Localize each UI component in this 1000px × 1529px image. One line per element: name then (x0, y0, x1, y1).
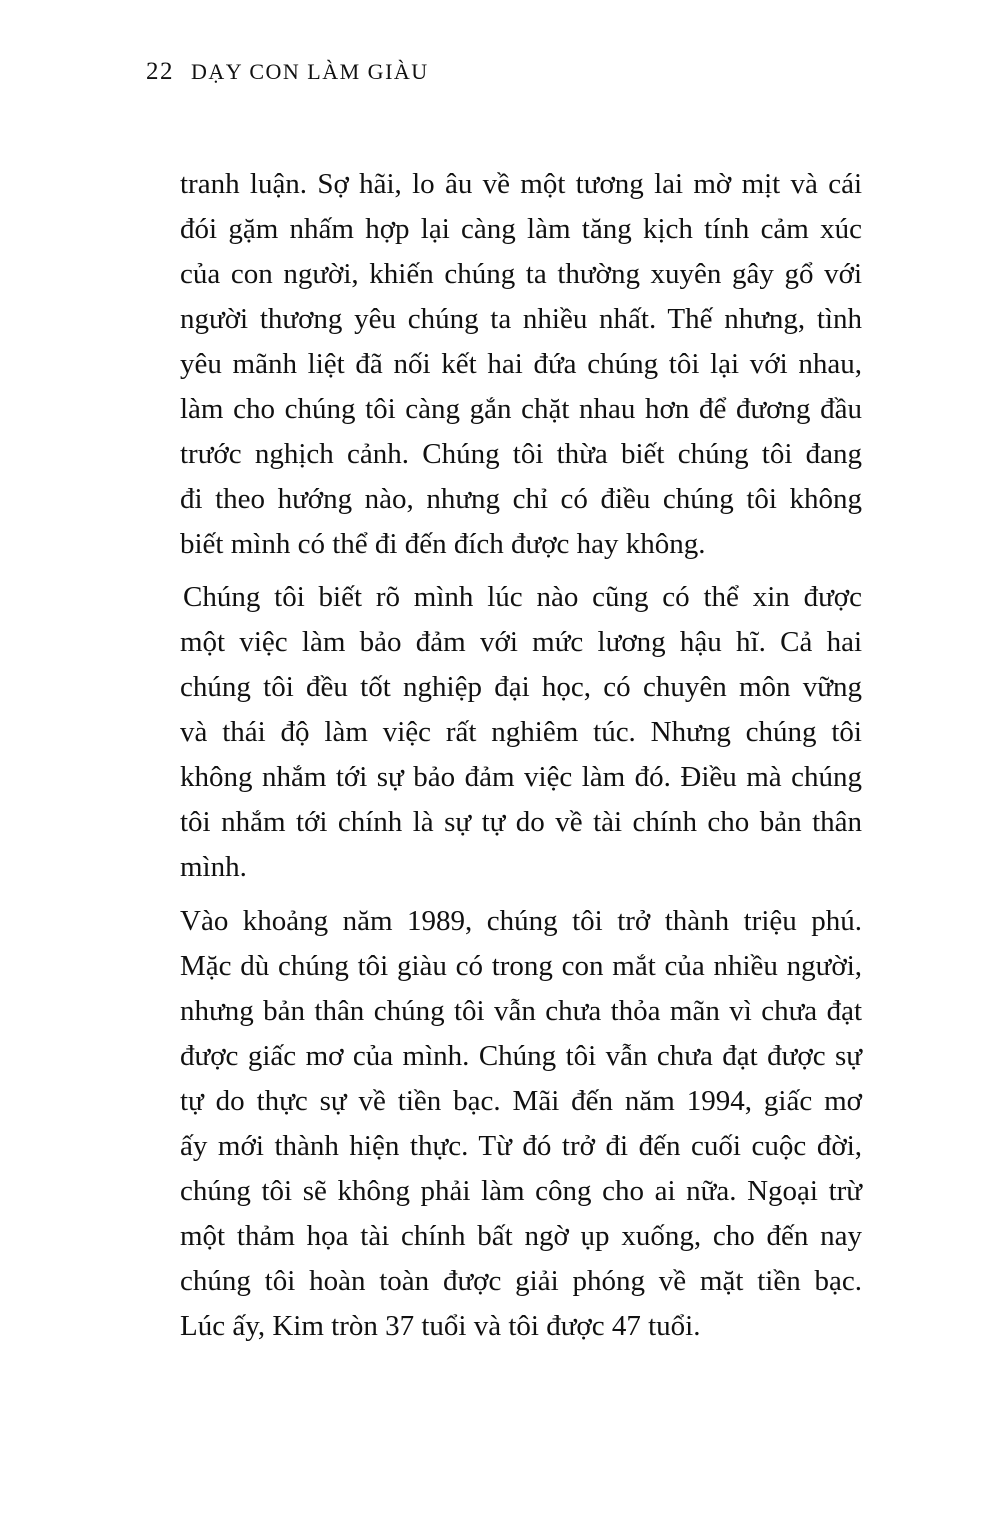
page-number: 22 (146, 58, 174, 85)
text-line: tranh luận. Sợ hãi, lo âu về một tương lai mờ mịt và cái (180, 168, 862, 200)
text-line: ấy mới thành hiện thực. Từ đó trở đi đến cuối cuộc đời, (180, 1130, 862, 1162)
text-line: tôi nhắm tới chính là sự tự do về tài chính cho bản thân (180, 806, 862, 838)
text-line: trước nghịch cảnh. Chúng tôi thừa biết chúng tôi đang (180, 438, 862, 470)
text-line: được giấc mơ của mình. Chúng tôi vẫn chưa đạt được sự (180, 1040, 862, 1072)
text-line: một việc làm bảo đảm với mức lương hậu hĩ. Cả hai (180, 626, 862, 658)
text-line: chúng tôi hoàn toàn được giải phóng về mặt tiền bạc. (180, 1265, 862, 1297)
text-line: Chúng tôi biết rõ mình lúc nào cũng có thể xin được (183, 581, 862, 613)
text-line: không nhắm tới sự bảo đảm việc làm đó. Điều mà chúng (180, 761, 862, 793)
text-line: mình. (180, 851, 247, 883)
text-line: tự do thực sự về tiền bạc. Mãi đến năm 1994, giấc mơ (180, 1085, 862, 1117)
text-line: biết mình có thể đi đến đích được hay không. (180, 528, 706, 560)
text-line: yêu mãnh liệt đã nối kết hai đứa chúng tôi lại với nhau, (180, 348, 862, 380)
text-line: và thái độ làm việc rất nghiêm túc. Nhưng chúng tôi (180, 716, 862, 748)
running-title: DẠY CON LÀM GIÀU (191, 59, 429, 84)
text-line: chúng tôi sẽ không phải làm công cho ai nữa. Ngoại trừ (180, 1175, 862, 1207)
text-line: chúng tôi đều tốt nghiệp đại học, có chuyên môn vững (180, 671, 862, 703)
running-header (146, 58, 429, 86)
paragraph-2 (180, 575, 862, 890)
text-line: làm cho chúng tôi càng gắn chặt nhau hơn để đương đầu (180, 393, 862, 425)
paragraph-3 (180, 899, 862, 1349)
text-line: Vào khoảng năm 1989, chúng tôi trở thành triệu phú. (180, 905, 862, 937)
paragraph-1 (180, 162, 862, 567)
text-line: của con người, khiến chúng ta thường xuyên gây gổ với (180, 258, 862, 290)
text-line: đi theo hướng nào, nhưng chỉ có điều chúng tôi không (180, 483, 862, 515)
text-line: đói gặm nhấm hợp lại càng làm tăng kịch tính cảm xúc (180, 213, 862, 245)
text-line: Lúc ấy, Kim tròn 37 tuổi và tôi được 47 tuổi. (180, 1310, 701, 1342)
text-line: một thảm họa tài chính bất ngờ ụp xuống, cho đến nay (180, 1220, 862, 1252)
text-line: người thương yêu chúng ta nhiều nhất. Thế nhưng, tình (180, 303, 862, 335)
text-line: nhưng bản thân chúng tôi vẫn chưa thỏa mãn vì chưa đạt (180, 995, 862, 1027)
text-line: Mặc dù chúng tôi giàu có trong con mắt của nhiều người, (180, 950, 862, 982)
